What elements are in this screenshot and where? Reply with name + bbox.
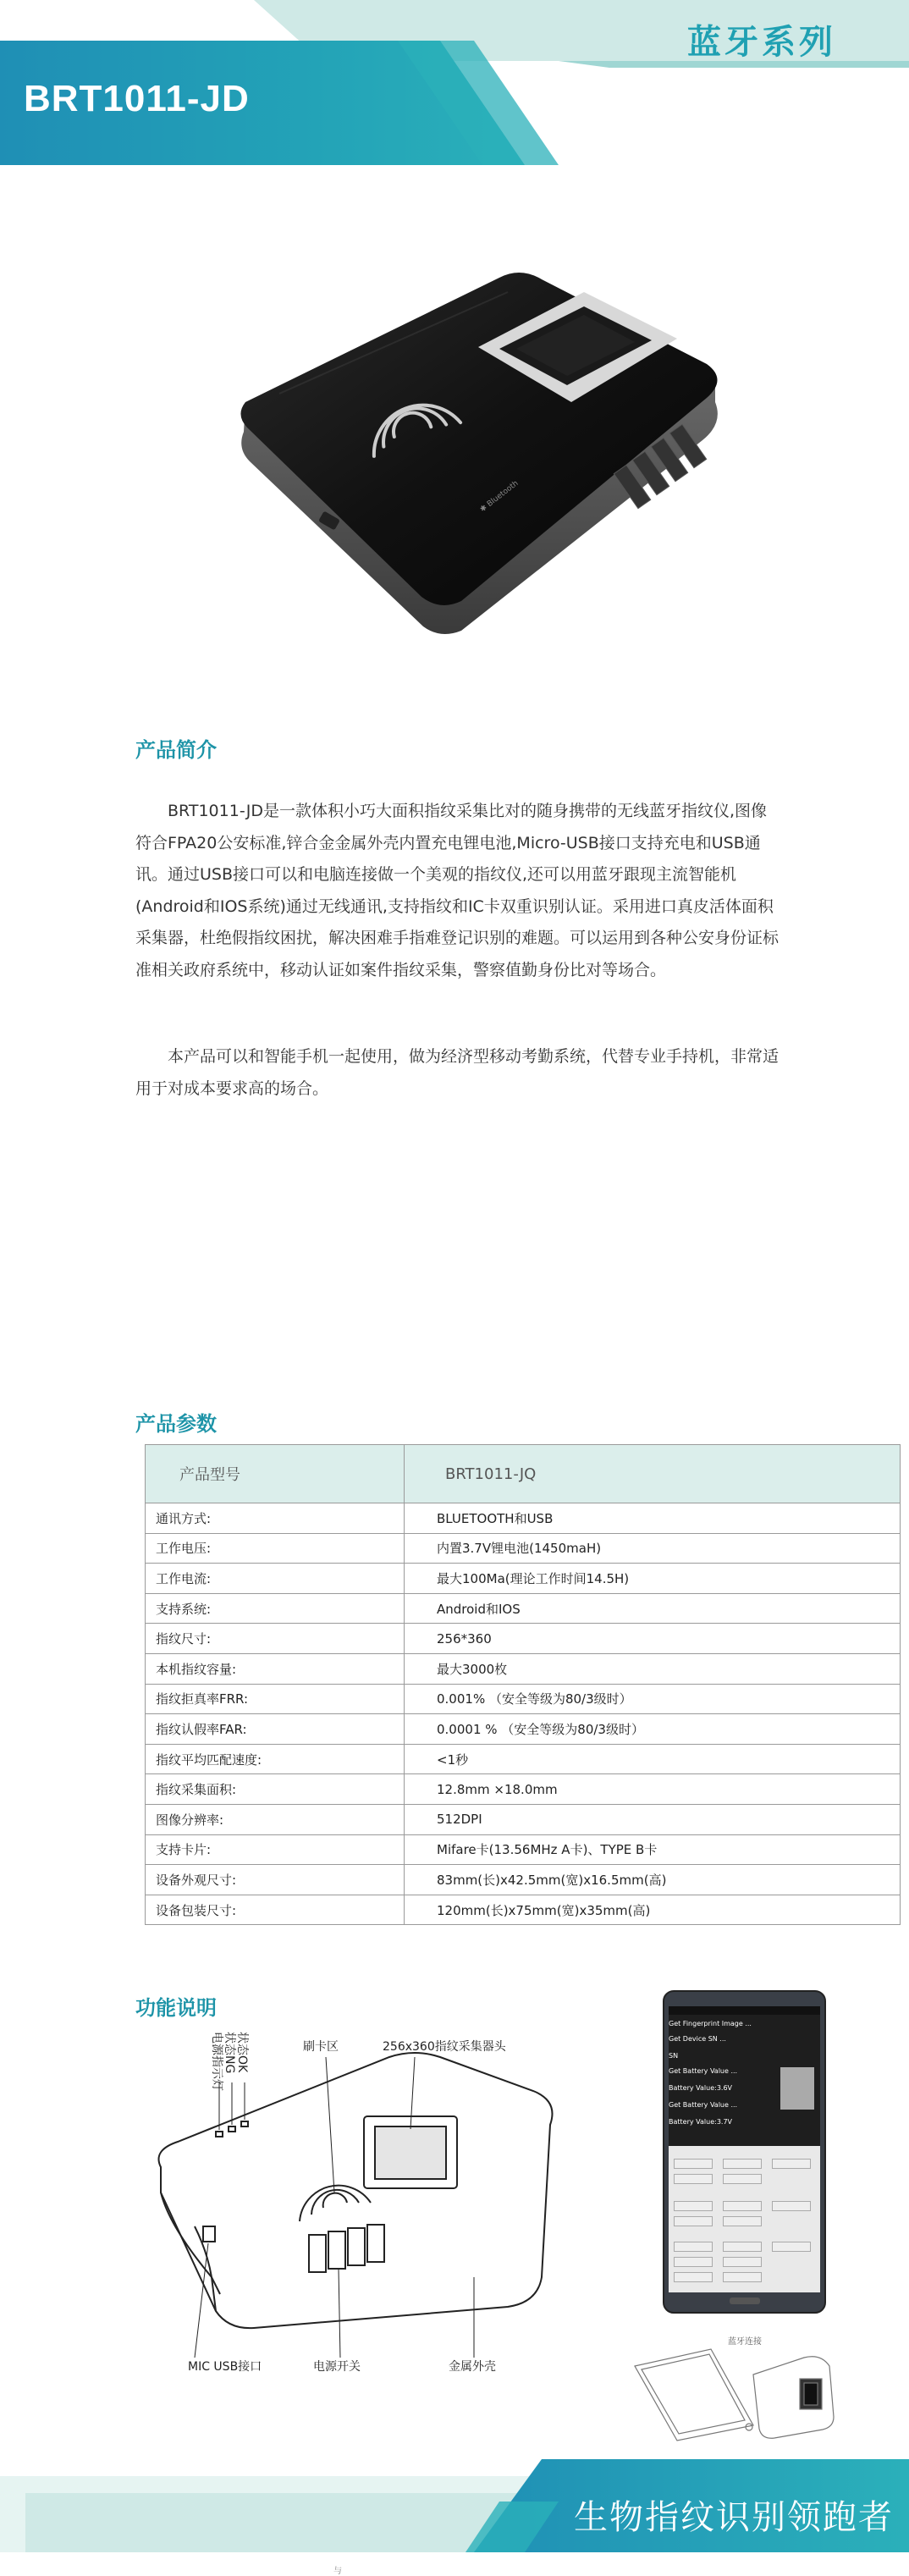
phone-app-button[interactable] [723,2201,762,2211]
svg-text:✱ Bluetooth: ✱ Bluetooth [478,479,521,515]
spec-label: 指纹尺寸: [146,1624,405,1654]
spec-value: 0.0001 % （安全等级为80/3级时） [405,1714,901,1745]
label-power-switch: 电源开关 [313,2360,361,2374]
spec-label: 本机指纹容量: [146,1653,405,1684]
table-row [146,1865,901,1895]
phone-list-item: Battery Value:3.7V [669,2118,733,2126]
label-card-area: 刷卡区 [303,2040,339,2054]
spec-label: 通讯方式: [146,1503,405,1534]
phone-app-button[interactable] [772,2242,811,2252]
spec-value: 83mm(长)x42.5mm(宽)x16.5mm(高) [405,1865,901,1895]
spec-value: 12.8mm ×18.0mm [405,1774,901,1805]
phone-app-button[interactable] [723,2159,762,2169]
phone-app-button[interactable] [674,2257,713,2267]
label-status-ng: 状态NG [223,2032,236,2074]
spec-label: 指纹采集面积: [146,1774,405,1805]
intro-paragraph-2: 本产品可以和智能手机一起使用，做为经济型移动考勤系统，代替专业手持机，非常适用于对成本要求高的场合。 [135,1047,780,1098]
spec-label: 设备外观尺寸: [146,1865,405,1895]
spec-label: 工作电压: [146,1533,405,1564]
spec-header-value: BRT1011-JQ [405,1445,901,1503]
spec-label: 支持系统: [146,1593,405,1624]
table-row [146,1653,901,1684]
spec-value: 最大3000枚 [405,1653,901,1684]
spec-label: 支持卡片: [146,1834,405,1865]
spec-header-label: 产品型号 [146,1445,405,1503]
table-row [146,1895,901,1925]
spec-label: 指纹拒真率FRR: [146,1684,405,1714]
phone-app-button[interactable] [674,2272,713,2282]
bluetooth-connection-label: 蓝牙连接 [728,2337,762,2347]
table-row [146,1684,901,1714]
label-status-ok: 状态OK [235,2032,249,2073]
footer-slogan: 生物指纹识别领跑者 [574,2498,894,2537]
table-row [146,1624,901,1654]
table-row [146,1804,901,1834]
function-section-title: 功能说明 [135,1996,217,2020]
bluetooth-connection-sketch [626,2332,846,2442]
table-row [146,1714,901,1745]
table-row [146,1564,901,1594]
table-row [146,1503,901,1534]
spec-value: 内置3.7V锂电池(1450maH) [405,1533,901,1564]
phone-list-item: Get Device SN ... [669,2035,726,2043]
spec-label: 工作电流: [146,1564,405,1594]
table-row [146,1744,901,1774]
spec-label: 指纹平均匹配速度: [146,1744,405,1774]
label-mic-usb: MIC USB接口 [188,2360,262,2374]
spec-label: 指纹认假率FAR: [146,1714,405,1745]
table-row [146,1533,901,1564]
spec-value: 0.001% （安全等级为80/3级时） [405,1684,901,1714]
phone-app-button[interactable] [723,2242,762,2252]
spec-table [145,1444,901,1925]
spec-value: BLUETOOTH和USB [405,1503,901,1534]
label-metal-case: 金属外壳 [449,2360,496,2374]
phone-app-button[interactable] [772,2201,811,2211]
spec-label: 设备包装尺寸: [146,1895,405,1925]
table-row [146,1774,901,1805]
spec-table-header-row [146,1445,901,1503]
phone-app-screenshot [662,1989,827,2314]
phone-list-item: Get Battery Value ... [669,2067,738,2075]
phone-list-item: Get Battery Value ... [669,2101,738,2109]
intro-section-title: 产品简介 [135,738,217,762]
table-row [146,1593,901,1624]
label-power-led: 电源指示灯 [210,2032,223,2091]
phone-app-button[interactable] [674,2216,713,2226]
phone-list-item: Battery Value:3.6V [669,2084,733,2092]
page-marker: 与 [333,2567,342,2576]
phone-app-button[interactable] [674,2242,713,2252]
phone-list-item: Get Fingerprint Image ... [669,2020,752,2027]
phone-app-button[interactable] [723,2216,762,2226]
spec-value: 256*360 [405,1624,901,1654]
phone-app-button[interactable] [723,2174,762,2184]
intro-paragraph-1: BRT1011-JD是一款体积小巧大面积指纹采集比对的随身携带的无线蓝牙指纹仪,图像符合FPA20公安标准,锌合金金属外壳内置充电锂电池,Micro-USB接口支持充电和USB通讯。通过USB接口可以和电脑连接做一个美观的指纹仪,还可以用蓝牙跟现主流智能机(Android和IOS系统)通过无线通讯,支持指纹和IC卡双重识别认证。采用进口真皮活体面积采集器，杜绝假指纹困扰，解决困难手指难登记识别的难题。可以运用到各种公安身份证标准相关政府系统中，移动认证如案件指纹采集，警察值勤身份比对等场合。 [135,802,780,979]
function-diagram [135,2023,660,2379]
params-section-title: 产品参数 [135,1412,217,1436]
spec-value: 512DPI [405,1804,901,1834]
spec-value: Mifare卡(13.56MHz A卡)、TYPE B卡 [405,1834,901,1865]
table-row [146,1834,901,1865]
product-series-label: 蓝牙系列 [687,23,836,62]
spec-label: 图像分辨率: [146,1804,405,1834]
label-sensor: 256x360指纹采集器头 [383,2040,506,2054]
phone-app-button[interactable] [674,2174,713,2184]
spec-value: 最大100Ma(理论工作时间14.5H) [405,1564,901,1594]
phone-app-button[interactable] [674,2201,713,2211]
phone-app-button[interactable] [772,2159,811,2169]
phone-app-button[interactable] [674,2159,713,2169]
phone-list-item: SN [669,2052,679,2060]
phone-app-button[interactable] [723,2257,762,2267]
product-model-title: BRT1011-JD [24,78,250,119]
spec-value: <1秒 [405,1744,901,1774]
device-product-image [229,254,753,652]
page-header [0,0,909,165]
spec-value: Android和IOS [405,1593,901,1624]
phone-app-button[interactable] [723,2272,762,2282]
spec-value: 120mm(长)x75mm(宽)x35mm(高) [405,1895,901,1925]
